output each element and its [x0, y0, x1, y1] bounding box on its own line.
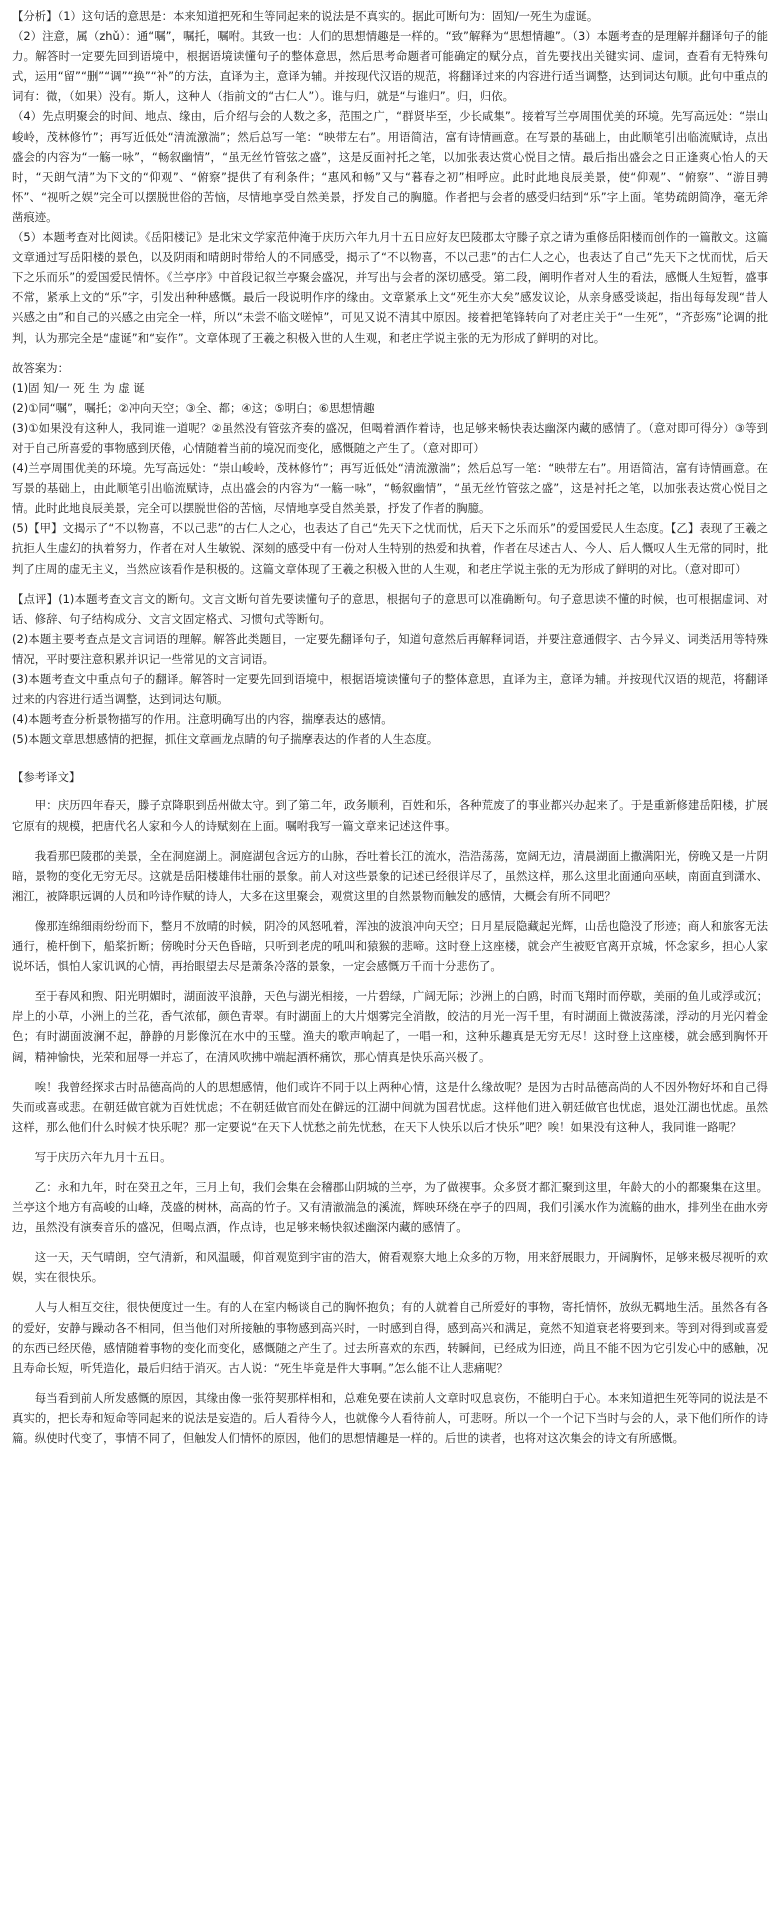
analysis-paragraph-1: [12, 6, 768, 26]
translation-section: [12, 767, 768, 1448]
translation-paragraph-3: 像那连绵细雨纷纷而下，整月不放晴的时候，阴冷的风怒吼着，浑浊的波浪冲向天空；日月星辰隐藏起光辉，山岳也隐没了形迹；商人和旅客无法通行，桅杆倒下，船桨折断；傍晚时分天色昏暗，只听到老虎的吼叫和猿猴的悲啼。这时登上这座楼，就会产生被贬官离开京城，怀念家乡，担心人家说坏话，惧怕人家讥讽的心情，再抬眼望去尽是萧条冷落的景象，一定会感慨万千而十分悲伤了。: [12, 918, 768, 974]
answer-4: (4)兰亭周围优美的环境。先写高远处：“崇山峻岭，茂林修竹”；再写近低处“清流激湍”；然后总写一笔：“映带左右”。用语简洁，富有诗情画意。在写景的基础上，由此顺笔引出临流赋诗，点出盛会的内容为“一觞一咏”，“畅叙幽情”，“虽无丝竹管弦之盛”，这是衬托之笔，以加张表达赏心悦目之情。此时此地良辰美景，完全可以摆脱世俗的苦恼，尽情地享受自然美景，抒发了作者的胸臆。: [12, 461, 768, 516]
translation-paragraph-2: 我看那巴陵郡的美景，全在洞庭湖上。洞庭湖包含远方的山脉，吞吐着长江的流水，浩浩荡荡，宽阔无边，清晨湖面上撒满阳光，傍晚又是一片阴暗，景物的变化无穷无尽。这就是岳阳楼雄伟壮丽的景象。前人对这些景象的记述已经很详尽了，虽然这样，那么这里北面通向巫峡，南面直到潇水、湘江，被降职远调的人员和吟诗作赋的诗人，大多在这里聚会，观赏这里的自然景物而触发的感情，大概会有所不同吧？: [12, 848, 768, 903]
comment-1: 【点评】(1)本题考查文言文的断句。文言文断句首先要读懂句子的意思，根据句子的意思可以准确断句。句子意思读不懂的时候，也可根据虚词、对话、修辞、句子结构成分、文言文固定格式、习惯句式等断句。: [12, 591, 768, 626]
answer-1: (1)固 知/一 死 生 为 虚 诞: [12, 380, 145, 395]
translation-title: 【参考译文】: [12, 770, 81, 785]
analysis-paragraph-5: （5）本题考查对比阅读。《岳阳楼记》是北宋文学家范仲淹于庆历六年九月十五日应好友巴陵郡太守滕子京之请为重修岳阳楼而创作的一篇散文。这篇文章通过写岳阳楼的景色，以及阴雨和晴朗时带给人的不同感受，揭示了“不以物喜，不以己悲”的古仁人之心，也表达了自己“先天下之忧而忧，后天下之乐而乐”的爱国爱民情怀。《兰亭序》中首段记叙兰亭聚会盛况，并写出与会者的深切感受。第二段，阐明作者对人生的看法，感慨人生短暂，盛事不常，紧承上文的“乐”字，引发出种种感慨。最后一段说明作序的缘由。文章紧承上文“死生亦大矣”感发议论，从亲身感受谈起，指出每每发现“昔人兴感之由”和自己的兴感之由完全一样，所以“未尝不临文嗟悼”，可见又说不清其中原因。接着把笔锋转向了对老庄关于“一生死”，“齐彭殇”论调的批判，认为那完全是“虚诞”和“妄作”。文章体现了王羲之积极入世的人生观，和老庄学说主张的无为形成了鲜明的对比。: [12, 230, 768, 345]
answer-5: (5)【甲】文揭示了“不以物喜，不以己悲”的古仁人之心，也表达了自己“先天下之忧而忧，后天下之乐而乐”的爱国爱民人生态度。【乙】表现了王羲之抗拒人生虚幻的执着努力，作者在对人生敏锐、深刻的感受中有一份对人生特别的热爱和执着，作者在尽述古人、今人、后人慨叹人生无常的同时，批判了庄周的虚无主义，当然应该看作是积极的。这篇文章体现了王羲之积极入世的人生观，和老庄学说主张的无为形成了鲜明的对比。（意对即可）: [12, 521, 768, 576]
analysis-label: 【分析】: [12, 9, 58, 23]
analysis-paragraph-2: （2）注意，属（zhǔ）：通“嘱”，嘱托，嘱咐。其致一也：人们的思想情趣是一样的。“致”解释为“思想情趣”。（3）本题考查的是理解并翻译句子的能力。解答时一定要先回到语境中，根据语境读懂句子的整体意思，然后思考命题者可能确定的赋分点，首先要找出关键实词、虚词，查看有无特殊句式，运用“留”“删”“调”“换”“补”的方法，直译为主，意译为辅。并按现代汉语的规范，将翻译过来的内容进行适当调整，达到词达句顺。此句中重点的词有：微，（如果）没有。斯人，这种人（指前文的“古仁人”）。谁与归，就是“与谁归”。归，归依。: [12, 29, 768, 104]
translation-paragraph-10: 每当看到前人所发感慨的原因，其缘由像一张符契那样相和，总难免要在读前人文章时叹息哀伤，不能明白于心。本来知道把生死等同的说法是不真实的，把长寿和短命等同起来的说法是妄造的。后人看待今人，也就像今人看待前人，可悲呀。所以一个一个记下当时与会的人，录下他们所作的诗篇。纵使时代变了，事情不同了，但触发人们情怀的原因，他们的思想情趣是一样的。后世的读者，也将对这次集会的诗文有所感慨。: [12, 1390, 768, 1445]
translation-paragraph-4: 至于春风和煦、阳光明媚时，湖面波平浪静，天色与湖光相接，一片碧绿，广阔无际；沙洲上的白鸥，时而飞翔时而停歇，美丽的鱼儿或浮或沉；岸上的小草，小洲上的兰花，香气浓郁，颜色青翠。有时湖面上的大片烟雾完全消散，皎洁的月光一泻千里，有时湖面上微波荡漾，浮动的月光闪着金色；有时湖面波澜不起，静静的月影像沉在水中的玉璧。渔夫的歌声响起了，一唱一和，这种乐趣真是无穷无尽！这时登上这座楼，就会感到胸怀开阔，精神愉快，光荣和屈辱一并忘了，在清风吹拂中端起酒杯痛饮，那心情真是快乐高兴极了。: [12, 989, 768, 1064]
translation-paragraph-7: 乙：永和九年，时在癸丑之年，三月上旬，我们会集在会稽郡山阴城的兰亭，为了做禊事。众多贤才都汇聚到这里，年龄大的小的都聚集在这里。兰亭这个地方有高峻的山峰，茂盛的树林，高高的竹子。又有清澈湍急的溪流，辉映环绕在亭子的四周，我们引溪水作为流觞的曲水，排列坐在曲水旁边，虽然没有演奏音乐的盛况，但喝点酒，作点诗，也足够来畅快叙述幽深内藏的感情了。: [12, 1179, 768, 1235]
translation-paragraph-6: 写于庆历六年九月十五日。: [34, 1149, 172, 1164]
answer-2: (2)①同“嘱”，嘱托；②冲向天空；③全、都；④这；⑤明白；⑥思想情趣: [12, 400, 375, 415]
analysis-paragraph-4: （4）先点明聚会的时间、地点、缘由，后介绍与会的人数之多，范围之广，“群贤毕至，少长咸集”。接着写兰亭周围优美的环境。先写高远处：“崇山峻岭，茂林修竹”；再写近低处“清流激湍”；然后总写一笔：“映带左右”。用语简洁，富有诗情画意。在写景的基础上，由此顺笔引出临流赋诗，点出盛会的内容为“一觞一咏”，“畅叙幽情”，“虽无丝竹管弦之盛”，这是反面衬托之笔，以加张表达赏心悦目之情。最后指出盛会之日正逢爽心怡人的天时，“天朗气清”为下文的“仰观”、“俯察”提供了有利条件；“惠风和畅”又与“暮春之初”相呼应。此时此地良辰美景，使“仰观”、“俯察”、“游目骋怀”、“视听之娱”完全可以摆脱世俗的苦恼，尽情地享受自然美景，抒发自己的胸臆。作者把与会者的感受归结到“乐”字上面。笔势疏朗简净，毫无斧凿痕迹。: [12, 109, 768, 224]
analysis-section: [12, 6, 768, 348]
comment-3: (3)本题考查文中重点句子的翻译。解答时一定要先回到语境中，根据语境读懂句子的整体意思，直译为主，意译为辅。并按现代汉语的规范，将翻译过来的内容进行适当调整，达到词达句顺。: [12, 672, 768, 707]
comment-2: (2)本题主要考查点是文言词语的理解。解答此类题目，一定要先翻译句子，知道句意然后再解释词语，并要注意通假字、古今异义、词类活用等特殊情况，平时要注意积累并识记一些常见的文言词语。: [12, 631, 768, 666]
comment-section: [12, 589, 768, 750]
comment-5: (5)本题文章思想感情的把握，抓住文章画龙点睛的句子揣摩表达的作者的人生态度。: [12, 732, 439, 747]
answer-label: 故答案为：: [12, 360, 69, 375]
translation-paragraph-9: 人与人相互交往，很快便度过一生。有的人在室内畅谈自己的胸怀抱负；有的人就着自己所爱好的事物，寄托情怀，放纵无羁地生活。虽然各有各的爱好，安静与躁动各不相同，但当他们对所接触的事物感到高兴时，一时感到自得，感到高兴和满足，竟然不知道衰老将要到来。等到对得到或喜爱的东西已经厌倦，感情随着事物的变化而变化，感慨随之产生了。过去所喜欢的东西，转瞬间，已经成为旧迹，尚且不能不因为它引发心中的感触，况且寿命长短，听凭造化，最后归结于消灭。古人说：“死生毕竟是件大事啊。”怎么能不让人悲痛呢？: [12, 1300, 768, 1375]
answer-section: [12, 358, 768, 579]
analysis-text-1: （1）这句话的意思是：本来知道把死和生等同起来的说法是不真实的。据此可断句为：固知/一死生为虚诞。: [57, 9, 599, 23]
translation-paragraph-8: 这一天，天气晴朗，空气清新，和风温暖，仰首观览到宇宙的浩大，俯看观察大地上众多的万物，用来舒展眼力，开阔胸怀，足够来极尽视听的欢娱，实在很快乐。: [12, 1250, 768, 1285]
translation-paragraph-1: 甲：庆历四年春天，滕子京降职到岳州做太守。到了第二年，政务顺利，百姓和乐，各种荒废了的事业都兴办起来了。于是重新修建岳阳楼，扩展它原有的规模，把唐代名人家和今人的诗赋刻在上面。嘱咐我写一篇文章来记述这件事。: [12, 798, 768, 833]
answer-3: (3)①如果没有这种人，我同谁一道呢？②虽然没有管弦齐奏的盛况，但喝着酒作着诗，也足够来畅快表达幽深内藏的感情了。（意对即可得分）③等到对于自己所喜爱的事物感到厌倦，心情随着当前的境况而变化，感慨随之产生了。（意对即可）: [12, 420, 768, 455]
translation-paragraph-5: 唉！我曾经探求古时品德高尚的人的思想感情，他们或许不同于以上两种心情，这是什么缘故呢？是因为古时品德高尚的人不因外物好坏和自己得失而或喜或悲。在朝廷做官就为百姓忧虑；不在朝廷做官而处在僻远的江湖中间就为国君忧虑。这样他们进入朝廷做官也忧虑，退处江湖也忧虑。虽然这样，那么他们什么时候才快乐呢？那一定要说“在天下人忧愁之前先忧愁，在天下人快乐以后才快乐”吧？唉！如果没有这种人，我同谁一路呢？: [12, 1079, 768, 1134]
comment-4: (4)本题考查分析景物描写的作用。注意明确写出的内容，揣摩表达的感情。: [12, 712, 393, 727]
